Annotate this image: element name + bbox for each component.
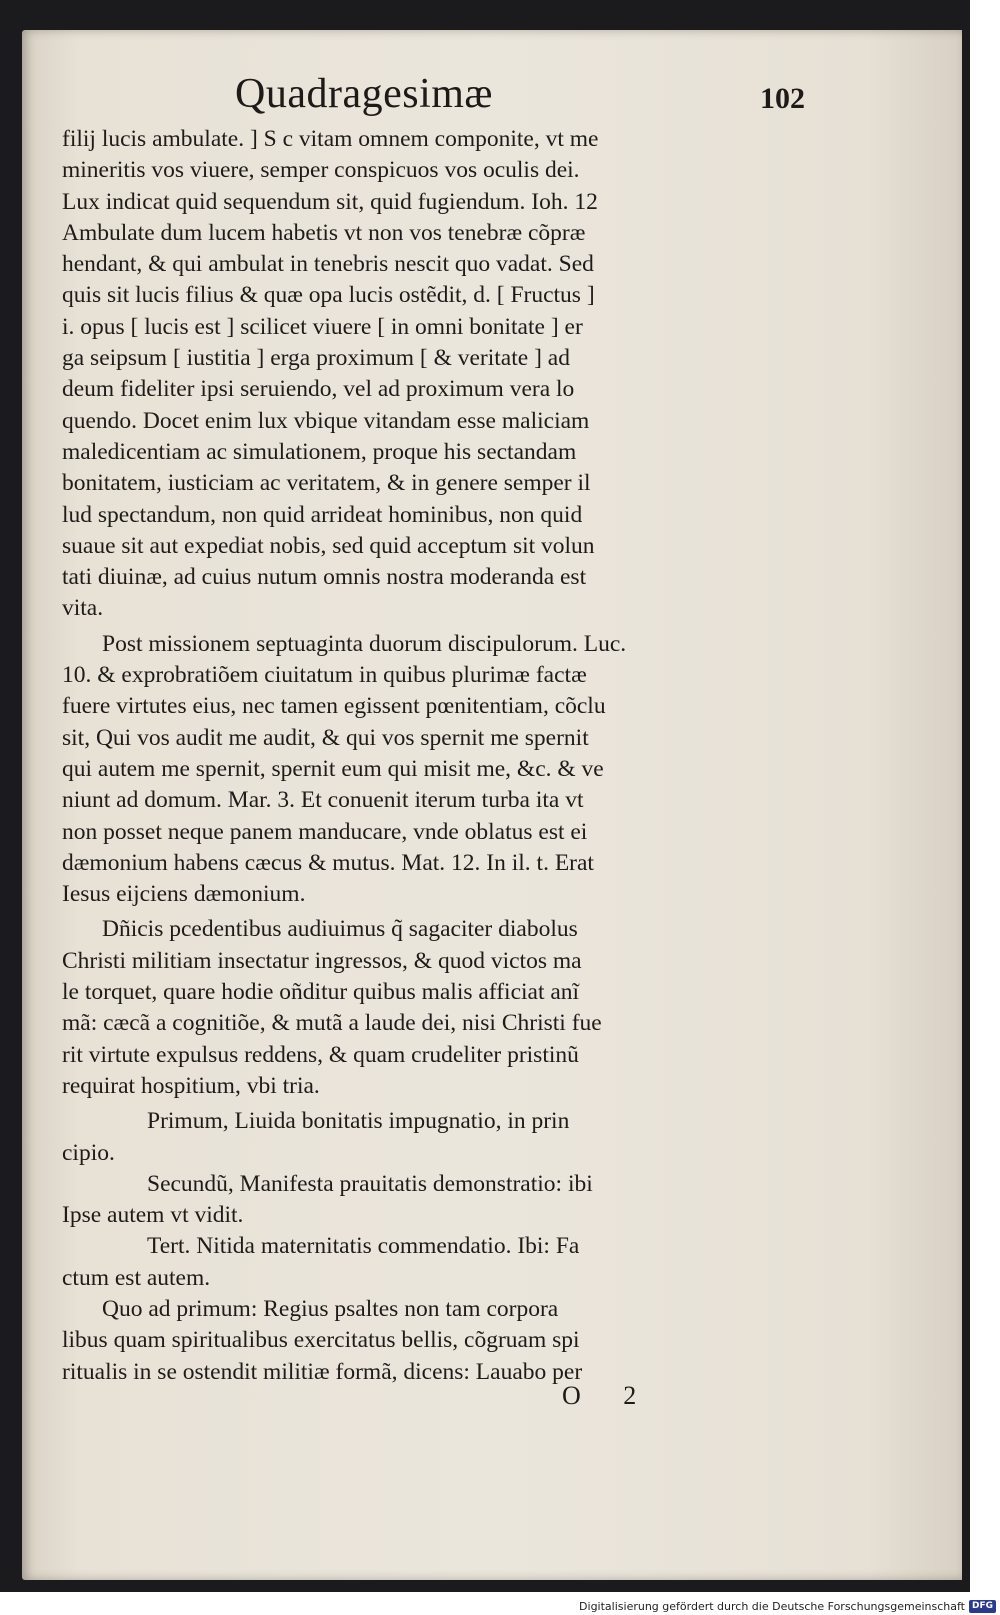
digitization-credit (579, 1600, 996, 1613)
text-line: Christi militiam insectatur ingressos, & quod victos ma (62, 947, 582, 974)
text-line: Iesus eijciens dæmonium. (62, 881, 306, 908)
text-line: Primum, Liuida bonitatis impugnatio, in prin (147, 1108, 570, 1135)
text-line: non posset neque panem manducare, vnde oblatus est ei (62, 818, 588, 845)
paragraph (62, 1200, 762, 1231)
text-line: Secundũ, Manifesta prauitatis demonstratio: ibi (147, 1170, 593, 1197)
text-line: quendo. Docet enim lux vbique vitandam esse maliciam (62, 407, 590, 434)
paragraph (62, 1138, 762, 1169)
paragraph (62, 1169, 762, 1200)
text-line: le torquet, quare hodie oñditur quibus malis afficiat anĩ (62, 979, 580, 1006)
body-text (62, 124, 762, 1388)
credit-text: Digitalisierung gefördert durch die Deutsche Forschungsgemeinschaft (579, 1600, 965, 1613)
text-line: mã: cæcã a cognitiõe, & mutã a laude dei, nisi Christi fue (62, 1010, 602, 1037)
paragraph (62, 1263, 762, 1294)
text-line: Ipse autem vt vidit. (62, 1202, 244, 1229)
text-line: rit virtute expulsus reddens, & quam crudeliter pristinũ (62, 1041, 579, 1068)
text-line: maledicentiam ac simulationem, proque his sectandam (62, 438, 577, 465)
text-line: filij lucis ambulate. ] S c vitam omnem componite, vt me (62, 126, 599, 152)
text-line: fuere virtutes eius, nec tamen egissent pœnitentiam, cõclu (62, 693, 606, 720)
text-line: Ambulate dum lucem habetis vt non vos tenebræ cõpræ (62, 219, 586, 246)
paragraph (62, 914, 762, 1102)
text-line: vita. (62, 595, 104, 622)
text-line: sit, Qui vos audit me audit, & qui vos spernit me spernit (62, 724, 589, 751)
text-line: Lux indicat quid sequendum sit, quid fugiendum. Ioh. 12 (62, 188, 598, 215)
text-line: Dñicis pcedentibus audiuimus q̃ sagaciter diabolus (102, 916, 578, 943)
text-line: hendant, & qui ambulat in tenebris nescit quo vadat. Sed (62, 251, 594, 278)
text-line: mineritis vos viuere, semper conspicuos vos oculis dei. (62, 157, 580, 184)
text-line: ga seipsum [ iustitia ] erga proximum [ & veritate ] ad (62, 345, 570, 372)
text-line: bonitatem, iusticiam ac veritatem, & in genere semper il (62, 470, 591, 497)
running-title: Quadragesimæ (235, 71, 493, 117)
text-line: requirat hospitium, vbi tria. (62, 1072, 320, 1099)
text-line: ritualis in se ostendit militiæ formã, dicens: Lauabo per (62, 1358, 583, 1385)
page-number: 102 (760, 82, 805, 115)
text-line: ctum est autem. (62, 1264, 211, 1291)
signature-mark: O 2 (562, 1381, 655, 1410)
text-line: cipio. (62, 1139, 115, 1166)
paragraph (62, 124, 762, 625)
dfg-logo: DFG (969, 1600, 996, 1613)
paragraph (62, 1106, 762, 1137)
text-line: niunt ad domum. Mar. 3. Et conuenit iterum turba ita vt (62, 787, 584, 814)
text-line: libus quam spiritualibus exercitatus bellis, cõgruam spi (62, 1327, 580, 1354)
text-line: qui autem me spernit, spernit eum qui misit me, &c. & ve (62, 755, 604, 782)
text-line: Tert. Nitida maternitatis commendatio. Ibi: Fa (147, 1233, 580, 1260)
paragraph (62, 1294, 762, 1388)
text-line: lud spectandum, non quid arrideat hominibus, non quid (62, 501, 583, 528)
text-line: tati diuinæ, ad cuius nutum omnis nostra moderanda est (62, 564, 587, 591)
text-line: dæmonium habens cæcus & mutus. Mat. 12. In il. t. Erat (62, 849, 594, 876)
text-line: quis sit lucis filius & quæ opa lucis ostẽdit, d. [ Fructus ] (62, 282, 595, 309)
paragraph (62, 1231, 762, 1262)
page-header (215, 70, 805, 130)
text-line: 10. & exprobratiõem ciuitatum in quibus plurimæ factæ (62, 662, 587, 689)
text-line: suaue sit aut expediat nobis, sed quid acceptum sit volun (62, 532, 595, 559)
paragraph (62, 629, 762, 911)
text-line: i. opus [ lucis est ] scilicet viuere [ in omni bonitate ] er (62, 313, 583, 340)
text-line: Post missionem septuaginta duorum discipulorum. Luc. (102, 630, 627, 657)
text-line: deum fideliter ipsi seruiendo, vel ad proximum vera lo (62, 376, 575, 403)
text-line: Quo ad primum: Regius psaltes non tam corpora (102, 1295, 559, 1322)
